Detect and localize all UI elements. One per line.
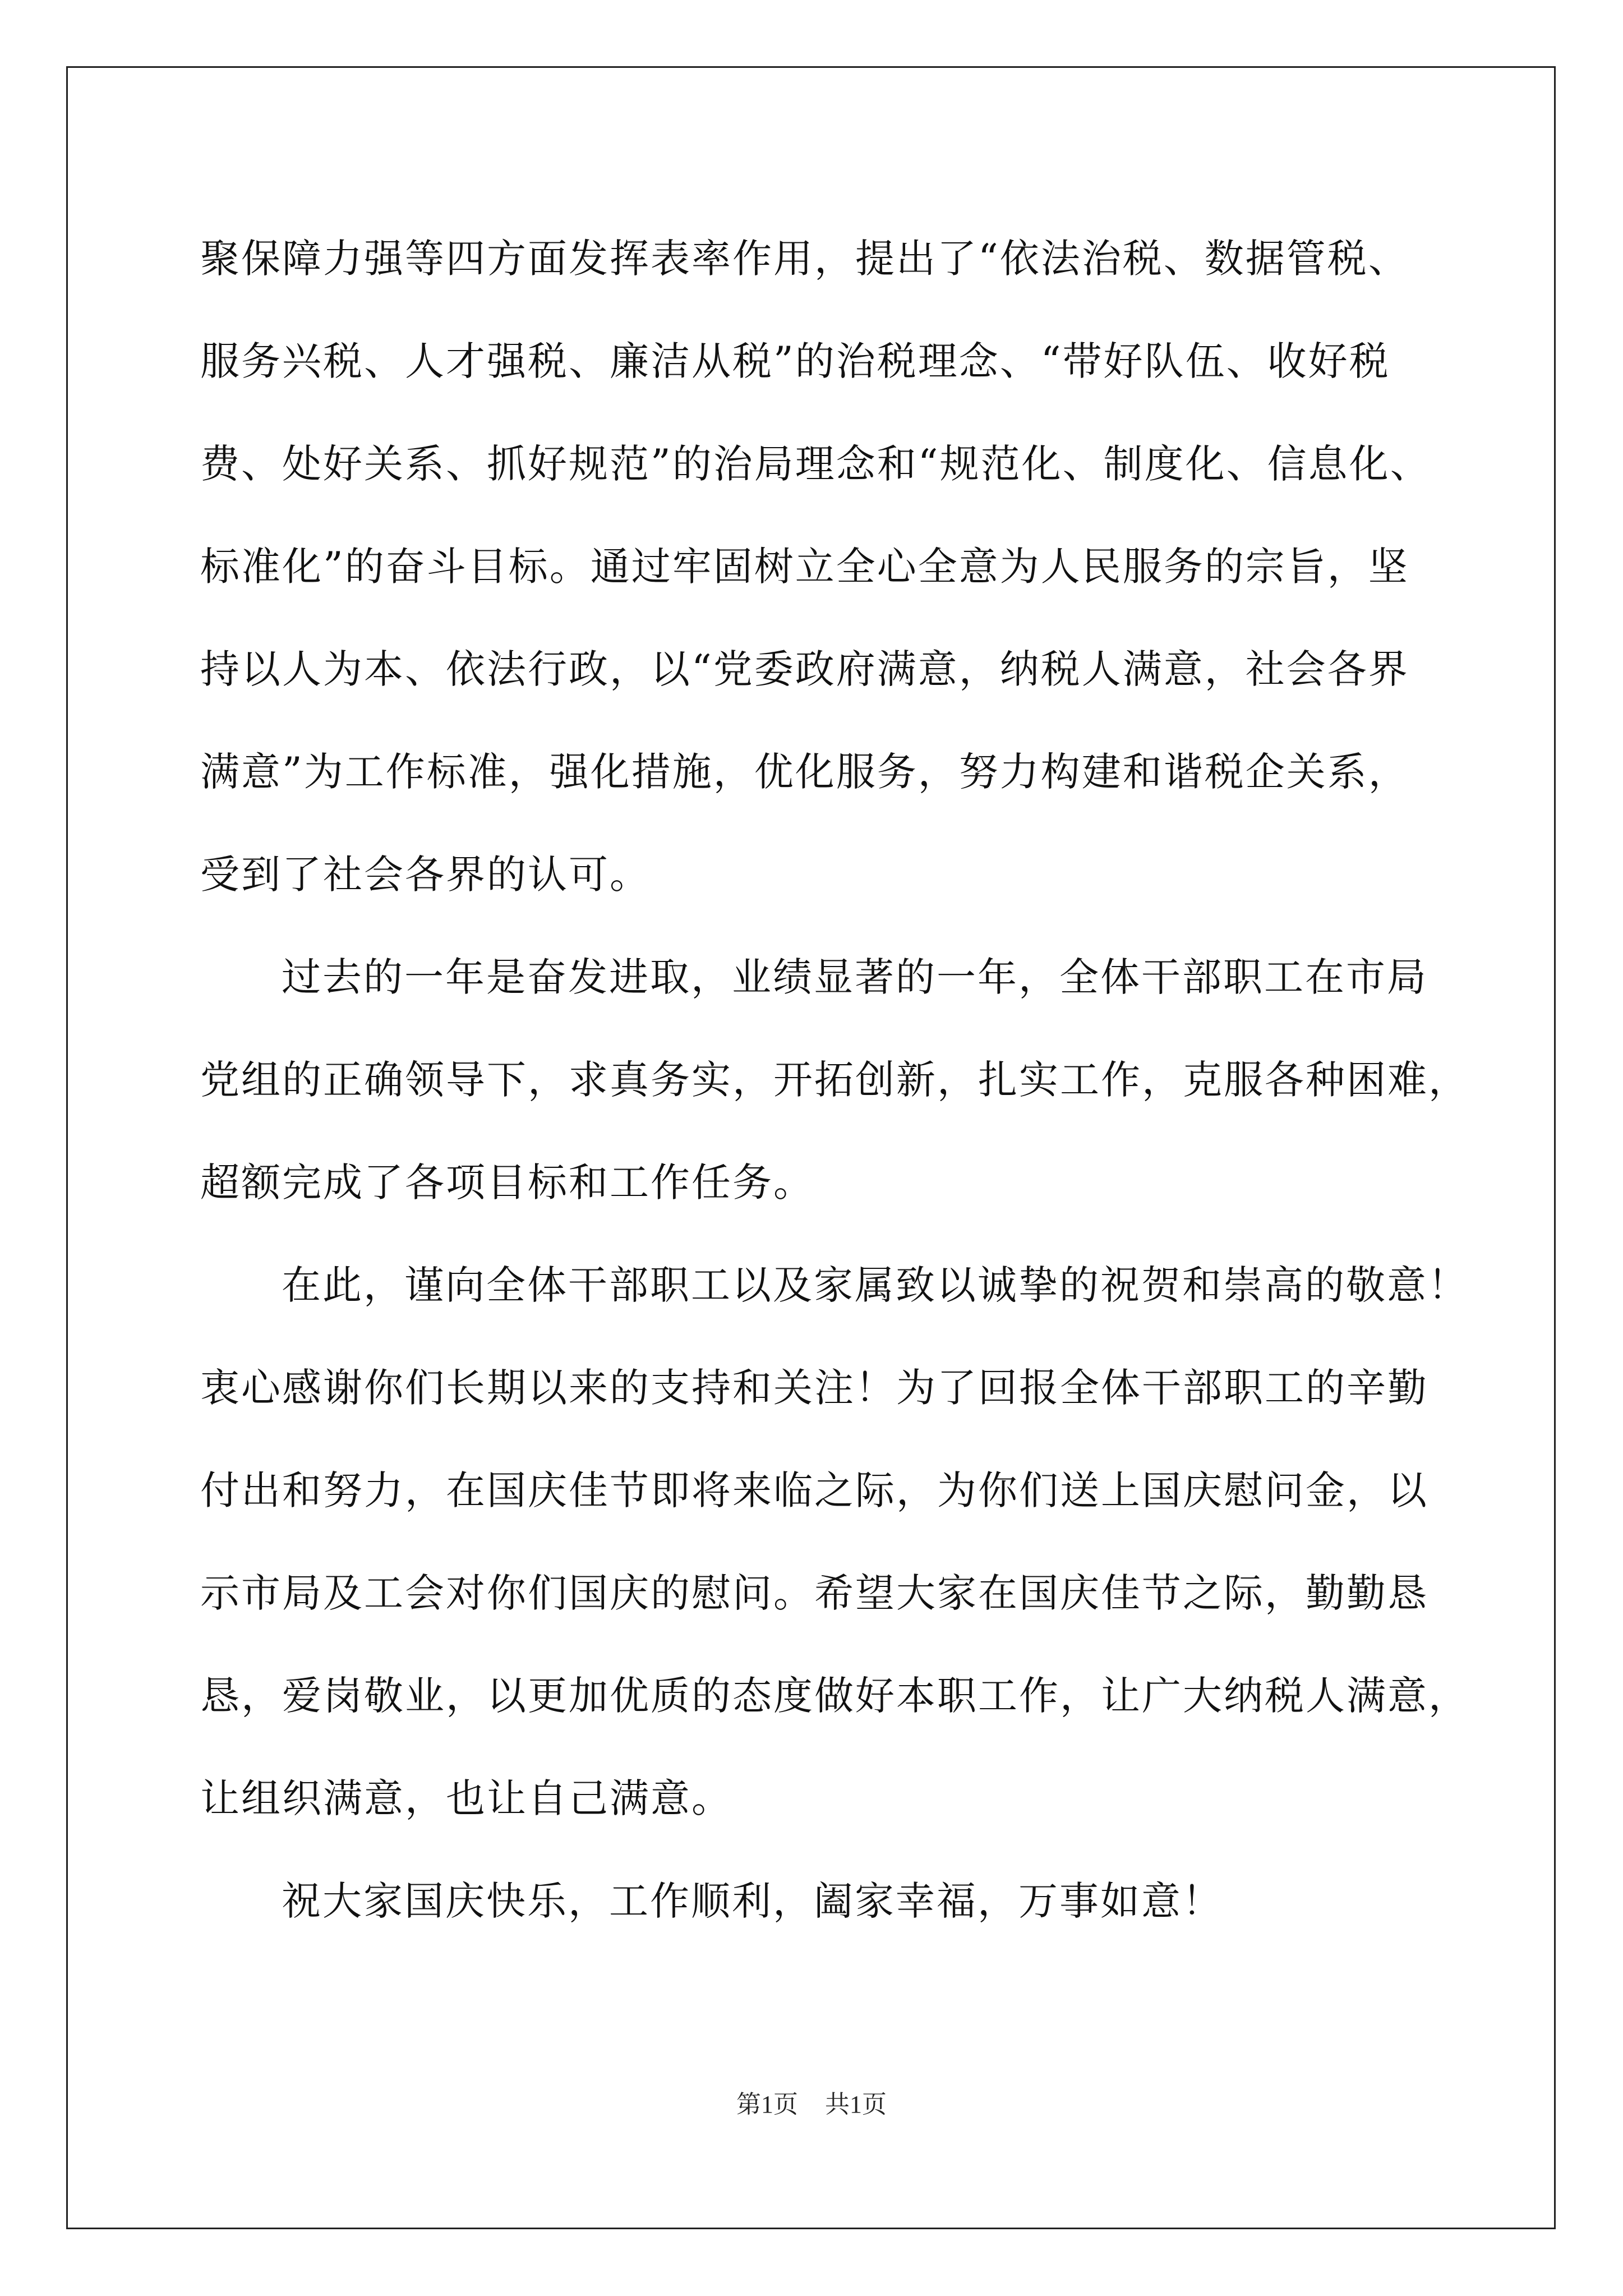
text-line: 衷心感谢你们长期以来的支持和关注！为了回报全体干部职工的辛勤	[200, 1365, 1428, 1411]
text-line: 恳，爱岗敬业，以更加优质的态度做好本职工作，让广大纳税人满意，	[200, 1673, 1469, 1719]
text-line: 付出和努力，在国庆佳节即将来临之际，为你们送上国庆慰问金，以	[200, 1467, 1428, 1513]
paragraph-4	[200, 1850, 1468, 1953]
text-line: 受到了社会各界的认可。	[200, 852, 651, 898]
text-line: 祝大家国庆快乐，工作顺利，阖家幸福，万事如意！	[282, 1878, 1223, 1924]
page-number-current: 第1页	[736, 2091, 798, 2118]
paragraph-2	[200, 926, 1468, 1234]
text-line: 费、处好关系、抓好规范”的治局理念和“规范化、制度化、信息化、	[200, 441, 1431, 487]
text-line: 持以人为本、依法行政，以“党委政府满意，纳税人满意，社会各界	[200, 646, 1409, 692]
text-line: 过去的一年是奋发进取，业绩显著的一年，全体干部职工在市局	[282, 954, 1428, 1000]
paragraph-1	[200, 208, 1468, 926]
text-line: 在此，谨向全体干部职工以及家属致以诚挚的祝贺和崇高的敬意！	[282, 1262, 1469, 1308]
page-footer	[0, 2088, 1623, 2122]
text-line: 示市局及工会对你们国庆的慰问。希望大家在国庆佳节之际，勤勤恳	[200, 1570, 1428, 1616]
text-line: 超额完成了各项目标和工作任务。	[200, 1159, 814, 1205]
page-number-total: 共1页	[825, 2091, 887, 2118]
text-line: 党组的正确领导下，求真务实，开拓创新，扎实工作，克服各种困难，	[200, 1057, 1469, 1103]
text-line: 聚保障力强等四方面发挥表率作用，提出了“依法治税、数据管税、	[200, 236, 1409, 282]
text-line: 满意”为工作标准，强化措施，优化服务，努力构建和谐税企关系，	[200, 749, 1409, 795]
text-line: 让组织满意，也让自己满意。	[200, 1775, 732, 1821]
text-line: 服务兴税、人才强税、廉洁从税”的治税理念、“带好队伍、收好税	[200, 338, 1390, 384]
text-line: 标准化”的奋斗目标。通过牢固树立全心全意为人民服务的宗旨，坚	[200, 544, 1409, 590]
document-body	[200, 208, 1468, 1953]
paragraph-3	[200, 1234, 1468, 1850]
